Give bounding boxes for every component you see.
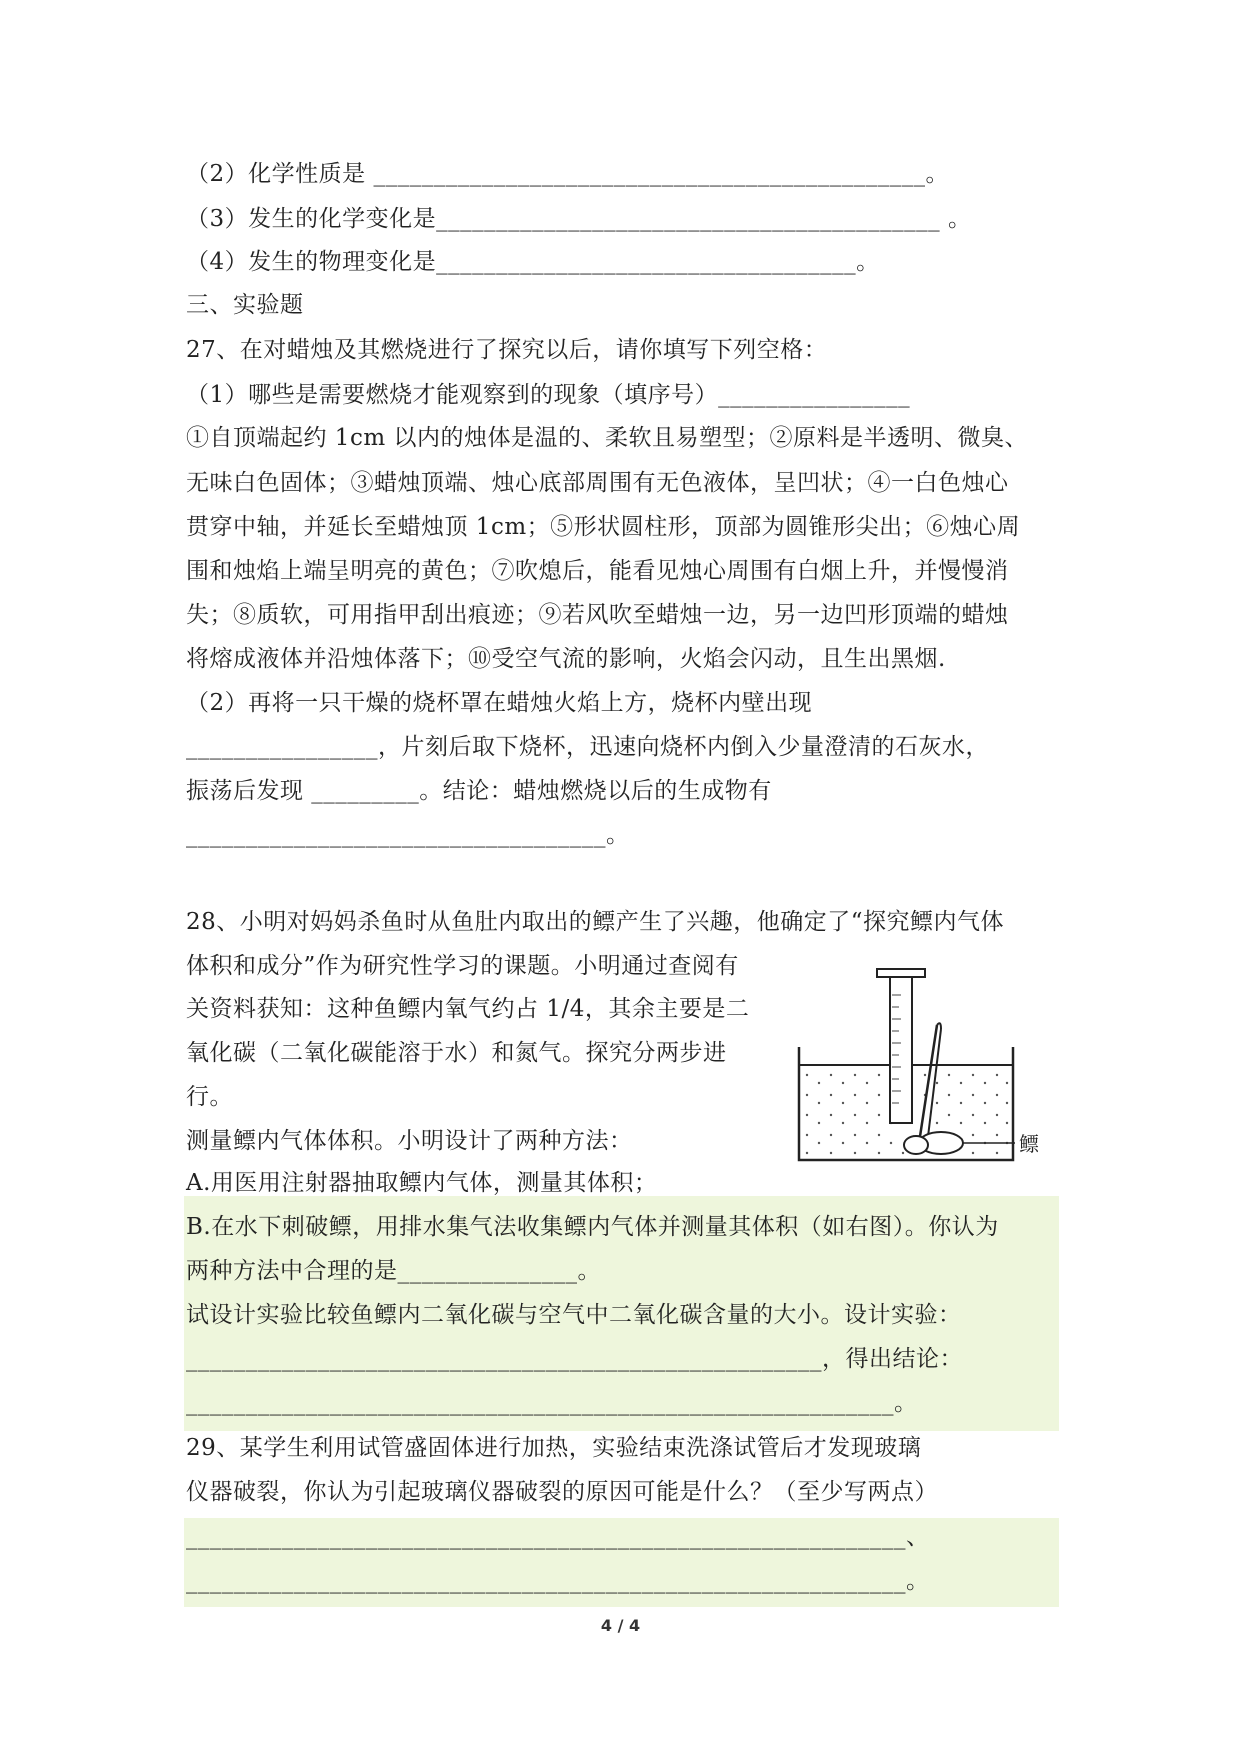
question-2-chemical-properties: （2）化学性质是 ______________________________________________。 [186, 161, 949, 187]
q28-text-line: 关资料获知：这种鱼鳔内氧气约占 1/4，其余主要是二 [186, 996, 750, 1022]
question-4-physical-change: （4）发生的物理变化是___________________________________。 [186, 249, 880, 275]
page-number: 4 / 4 [600, 1616, 641, 1635]
q27-stem: 27、在对蜡烛及其燃烧进行了探究以后，请你填写下列空格： [186, 337, 828, 363]
q27-option-line: 无味白色固体；③蜡烛顶端、烛心底部周围有无色液体，呈凹状；④一白色烛心 [186, 470, 1009, 496]
q29-answer-line: ____________________________________________________________。 [186, 1568, 930, 1594]
q27-part2-line: （2）再将一只干燥的烧杯罩在蜡烛火焰上方，烧杯内壁出现 [186, 690, 813, 716]
q28-text-line: A.用医用注射器抽取鳔内气体，测量其体积； [186, 1170, 658, 1196]
q28-text-line: 行。 [186, 1084, 233, 1110]
q29-text-line: 29、某学生利用试管盛固体进行加热，实验结束洗涤试管后才发现玻璃 [186, 1435, 922, 1461]
q27-option-line: 将熔成液体并沿烛体落下；⑩受空气流的影响，火焰会闪动，且生出黑烟. [186, 646, 946, 672]
q28-highlight-line: _____________________________________________________，得出结论： [186, 1346, 963, 1372]
q27-option-line: 围和烛焰上端呈明亮的黄色；⑦吹熄后，能看见烛心周围有白烟上升，并慢慢消 [186, 558, 1009, 584]
q27-option-line: 失；⑧质软，可用指甲刮出痕迹；⑨若风吹至蜡烛一边，另一边凹形顶端的蜡烛 [186, 602, 1009, 628]
gas-collection-figure [795, 965, 1050, 1170]
question-3-chemical-change: （3）发生的化学变化是__________________________________________ 。 [186, 206, 972, 232]
q28-text-line: 28、小明对妈妈杀鱼时从鱼肚内取出的鳔产生了兴趣，他确定了“探究鳔内气体 [186, 909, 1005, 935]
q27-part2-line: ___________________________________。 [186, 822, 630, 848]
swim-bladder-label: 鳔 [1019, 1132, 1039, 1156]
q29-text-line: 仪器破裂，你认为引起玻璃仪器破裂的原因可能是什么？（至少写两点） [186, 1479, 938, 1505]
q28-highlight-line: 试设计实验比较鱼鳔内二氧化碳与空气中二氧化碳含量的大小。设计实验： [186, 1302, 962, 1328]
q29-answer-line: ____________________________________________________________、 [186, 1524, 930, 1550]
section-heading-experiments: 三、实验题 [186, 292, 304, 318]
q28-text-line: 氧化碳（二氧化碳能溶于水）和氮气。探究分两步进 [186, 1040, 727, 1066]
q27-part2-line: 振荡后发现 _________。结论：蜡烛燃烧以后的生成物有 [186, 778, 772, 804]
q28-highlight-line: B.在水下刺破鳔，用排水集气法收集鳔内气体并测量其体积（如右图）。你认为 [186, 1214, 999, 1240]
q27-part1: （1）哪些是需要燃烧才能观察到的现象（填序号）________________ [186, 382, 911, 408]
q28-highlight-line: 两种方法中合理的是_______________。 [186, 1258, 601, 1284]
q27-part2-line: ________________，片刻后取下烧杯，迅速向烧杯内倒入少量澄清的石灰水， [186, 734, 989, 760]
q28-text-line: 测量鳔内气体体积。小明设计了两种方法： [186, 1128, 633, 1154]
q28-text-line: 体积和成分”作为研究性学习的课题。小明通过查阅有 [186, 953, 739, 979]
q27-option-line: ①自顶端起约 1cm 以内的烛体是温的、柔软且易塑型；②原料是半透明、微臭、 [186, 425, 1028, 451]
q27-option-line: 贯穿中轴，并延长至蜡烛顶 1cm；⑤形状圆柱形，顶部为圆锥形尖出；⑥烛心周 [186, 514, 1021, 540]
q28-highlight-line: ___________________________________________________________。 [186, 1390, 918, 1416]
